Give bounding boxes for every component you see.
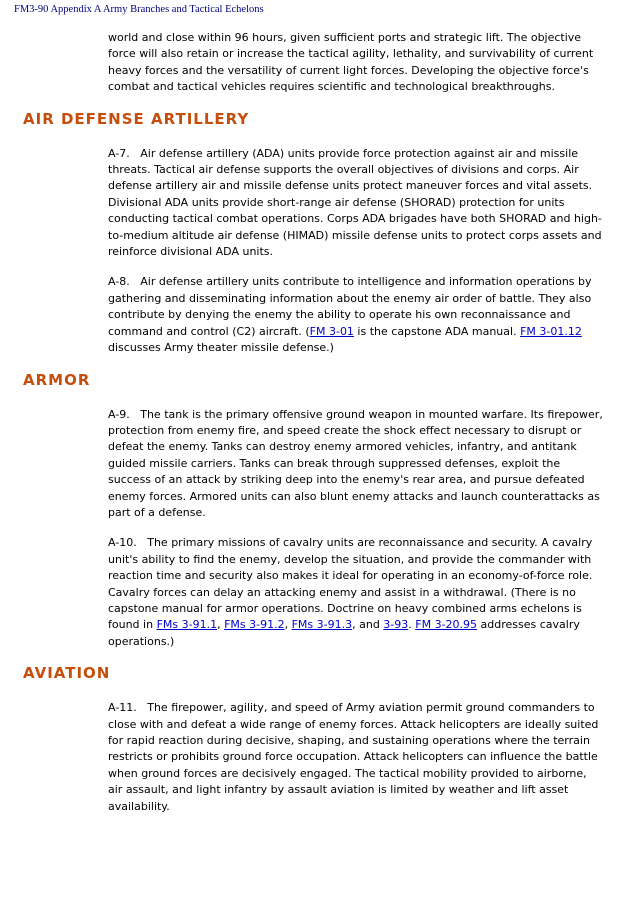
- manual-link[interactable]: FMs 3-91.2: [224, 618, 285, 632]
- paragraph: A-10. The primary missions of cavalry units are reconnaissance and security. A cavalry unit's ability to find the enemy, develop the situation, and provide the commander with reaction time and security also makes it ideal for operating in an economy-of-force role. Cavalry forces can delay an attacking enemy and assist in a withdrawal. (There is no capstone manual for armor operations. Doctrine on heavy combined arms echelons is found in FMs 3-91.1, FMs 3-91.2, FMs 3-91.3, and 3-93. FM 3-20.95 addresses cavalry operations.): [108, 536, 593, 648]
- section-heading: ARMOR: [23, 370, 91, 389]
- paragraph: A-11. The firepower, agility, and speed of Army aviation permit ground commanders to close with and defeat a wide range of enemy forces. Attack helicopters are ideally suited for rapid reaction during decisive, shaping, and sustaining operations where the terrain restricts or prohibits ground force occupation. Attack helicopters can influence the battle when ground forces are decisively engaged. The tactical mobility provided to airborne, air assault, and light infantry by assault aviation is limited by weather and lift asset availability.: [108, 701, 599, 813]
- manual-link[interactable]: FMs 3-91.1: [156, 618, 218, 632]
- manual-link[interactable]: FMs 3-91.3: [291, 618, 353, 632]
- paragraph: A-7. Air defense artillery (ADA) units provide force protection against air and missile threats. Tactical air defense supports the overall objectives of divisions and corps. Air defense artillery air and missile defense units protect maneuver forces and vital assets. Divisional ADA units provide short-range air defense (SHORAD) protection for units conducting tactical combat operations. Corps ADA brigades have both SHORAD and high-to-medium altitude air defense (HIMAD) missile defense units to protect corps assets and reinforce divisional ADA units.: [108, 146, 602, 259]
- document-running-header: FM3-90 Appendix A Army Branches and Tactical Echelons: [14, 4, 264, 15]
- manual-link[interactable]: FM 3-01: [309, 324, 354, 338]
- paragraph: A-8. Air defense artillery units contribute to intelligence and information operations by gathering and disseminating information about the enemy air order of battle. They also contribute by denying the enemy the ability to operate his own reconnaissance and command and control (C2) aircraft. (FM 3-01 is the capstone ADA manual. FM 3-01.12 discusses Army theater missile defense.): [108, 275, 592, 355]
- section-heading: AVIATION: [23, 664, 111, 683]
- manual-link[interactable]: FM 3-01.12: [520, 324, 582, 338]
- manual-link[interactable]: FM 3-20.95: [415, 618, 478, 632]
- manual-link[interactable]: 3-93: [383, 618, 409, 632]
- paragraph: world and close within 96 hours, given sufficient ports and strategic lift. The objective force will also retain or increase the tactical agility, lethality, and survivability of current heavy forces and the versatility of current light forces. Developing the objective force's combat and tactical vehicles requires scientific and technological breakthroughs.: [108, 31, 594, 94]
- document-body: [0, 16, 635, 815]
- paragraph: A-9. The tank is the primary offensive ground weapon in mounted warfare. Its firepower, protection from enemy fire, and speed create the shock effect necessary to disrupt or defeat the enemy. Tanks can destroy enemy armored vehicles, infantry, and antitank guided missile carriers. Tanks can break through suppressed defenses, exploit the success of an attack by striking deep into the enemy's rear area, and pursue defeated enemy forces. Armored units can also blunt enemy attacks and launch counterattacks as part of a defense.: [108, 407, 603, 519]
- section-heading: AIR DEFENSE ARTILLERY: [23, 109, 250, 128]
